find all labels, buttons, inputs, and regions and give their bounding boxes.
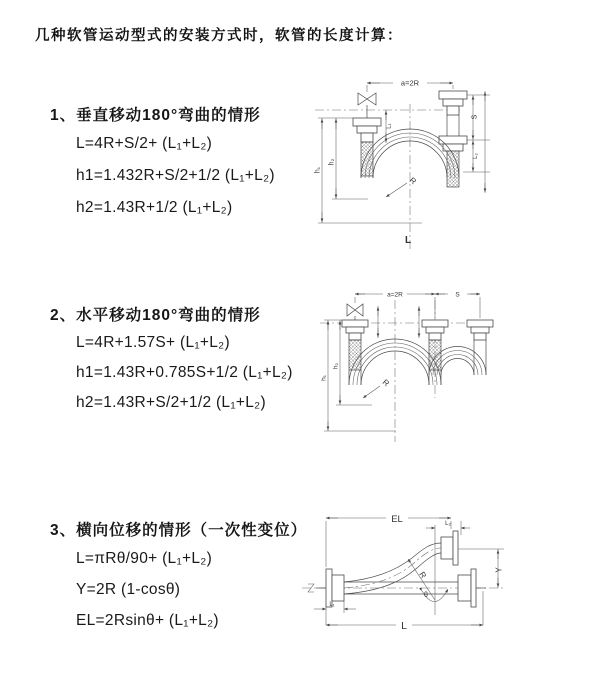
section-1-heading: 1、垂直移动180°弯曲的情形 <box>50 107 261 124</box>
section-3-formula-L: L=πRθ/90+ (L₁+L₂) <box>76 550 213 567</box>
dim-label-h2: h₂ <box>328 158 336 166</box>
dim-label-theta: θ <box>424 592 428 599</box>
dim-label-l: L <box>404 235 412 246</box>
u-bend-hose-initial <box>349 339 441 385</box>
s-curve-hose-displaced <box>344 543 441 594</box>
left-hose-fitting <box>353 118 381 176</box>
dimension-a2r-s <box>355 292 480 319</box>
dim-label-h1: h₁ <box>320 375 328 381</box>
section-3-formula-EL: EL=2Rsinθ+ (L₁+L₂) <box>76 612 219 629</box>
right-hose-fitting <box>467 320 493 340</box>
page-title: 几种软管运动型式的安装方式时，软管的长度计算： <box>35 28 403 44</box>
dim-label-r: R <box>380 377 391 389</box>
dim-label-a2r: a=2R <box>387 291 403 299</box>
dimension-l1 <box>314 601 356 613</box>
valve-icon <box>347 304 363 320</box>
section-2-heading: 2、水平移动180°弯曲的情形 <box>50 307 261 324</box>
dimension-el <box>326 514 451 567</box>
dim-label-r: R <box>407 175 418 187</box>
section-3-formula-Y: Y=2R (1-cosθ) <box>76 581 181 598</box>
dim-label-s: S <box>455 291 460 299</box>
dim-label-l1: L₁ <box>386 123 393 129</box>
diagram-vertical-180-bend <box>310 66 600 261</box>
dim-label-el: EL <box>391 514 403 525</box>
radius-callout <box>363 378 391 398</box>
dim-label-a2r: a=2R <box>400 78 420 88</box>
section-1-formula-h2: h2=1.43R+1/2 (L₁+L₂) <box>76 199 233 216</box>
dim-label-h1: h₁ <box>314 166 322 174</box>
dim-label-l1: L₁ <box>329 602 335 608</box>
upper-flange-displaced <box>441 531 458 565</box>
section-1-formula-L: L=4R+S/2+ (L₁+L₂) <box>76 135 213 152</box>
section-3-heading: 3、横向位移的情形（一次性变位） <box>50 522 308 539</box>
dimension-l2 <box>426 521 470 535</box>
fitting-reference-arrows <box>378 306 419 338</box>
dim-label-l: L <box>401 620 407 632</box>
section-2-formula-h2: h2=1.43R+S/2+1/2 (L₁+L₂) <box>76 394 266 411</box>
diagram-lateral-displacement <box>298 503 600 658</box>
section-2-formula-L: L=4R+1.57S+ (L₁+L₂) <box>76 334 230 351</box>
dim-label-h2: h₂ <box>332 362 340 370</box>
right-flange-initial <box>458 569 486 607</box>
dim-label-l2: L₂ <box>473 153 479 159</box>
radius-callout <box>386 176 418 197</box>
right-hose-fitting <box>439 91 467 187</box>
diagram-horizontal-180-bend <box>318 280 598 450</box>
dim-label-s: S <box>471 114 479 120</box>
dim-label-r: R <box>417 570 429 580</box>
dim-label-y: Y <box>494 567 504 573</box>
dim-label-l2: L₂ <box>445 521 451 527</box>
section-1-formula-h1: h1=1.432R+S/2+1/2 (L₁+L₂) <box>76 167 275 184</box>
valve-icon <box>358 93 376 118</box>
section-2-formula-h1: h1=1.43R+0.785S+1/2 (L₁+L₂) <box>76 364 293 381</box>
dimension-a2r <box>367 79 453 93</box>
